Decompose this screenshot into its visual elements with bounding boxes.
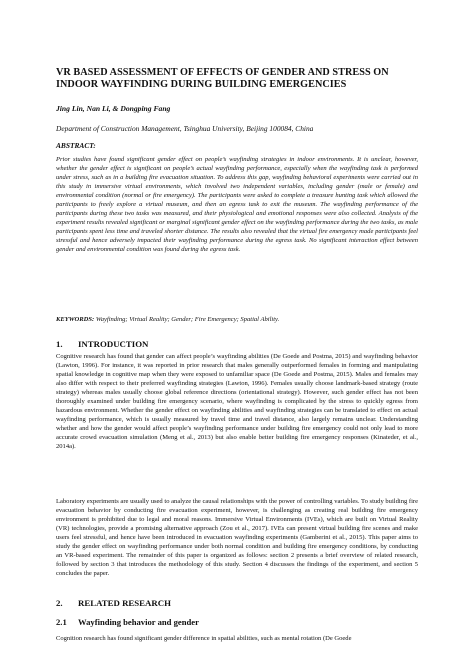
subsection-heading-wayfinding-gender — [56, 617, 199, 627]
keywords-text: Wayfinding; Virtual Reality; Gender; Fire Emergency; Spatial Ability. — [95, 316, 280, 323]
section-heading-related-research — [56, 598, 171, 608]
subsection-number: 2.1 — [56, 617, 67, 627]
abstract-text: Prior studies have found significant gender effect on people’s wayfinding strategies in indoor environments. It is unclear, however, whether the gender effect is significant on people’s actual wayfinding performance, especially when the wayfinding task is performed under stress, such as in a building fire evacuation situation. To address this gap, wayfinding behavioral experiments were carried out in this study in immersive virtual environments, which involved two independent variables, including gender (male or female) and environmental condition (normal or fire emergency). The participants were asked to complete a treasure hunting task which allowed the participants to freely explore a virtual museum, and then an egress task to exit the museum. The wayfinding performance of the participants during these two tasks was measured, and their physiological and emotional responses were also collected. Analysis of the experiment results revealed significant or marginal significant gender effect on the wayfinding performance during the two tasks, as male participants spent less time and traveled shorter distance. The results also revealed that the virtual fire emergency made participants feel stressful and hence adversely impacted their wayfinding performance during the egress task. No significant interaction effect between gender and environmental condition was found during the egress task. — [56, 156, 418, 254]
section-heading-introduction — [56, 339, 148, 349]
paper-authors: Jing Lin, Nan Li, & Dongping Fang — [56, 104, 171, 113]
related-research-paragraph-1: Cognition research has found significant gender difference in spatial abilities, such as mental rotation (De Goede — [56, 635, 352, 642]
intro-paragraph-2: Laboratory experiments are usually used to analyze the causal relationships with the power of controlling variables. To study building fire evacuation behavior by conducting fire evacuation experiment, however, is challenging as creating real building fire emergency environment is prohibited due to legal and moral reasons. Immersive Virtual Environments (IVEs), which are built on Virtual Reality (VR) technologies, provide a promising alternative approach (Zou et al., 2017). IVEs can present virtual building fire scenes and make users feel stressful, and hence have been introduced in evacuation wayfinding experiments (Gamberini et al., 2015). This paper aims to study the gender effect on wayfinding performance under both normal condition and building fire emergency conditions, by conducting an VR-based experiment. The remainder of this paper is organized as follows: section 2 presents a brief overview of related research, followed by section 3 that introduces the methodology of this study. Section 4 discusses the findings of the experiment, and section 5 concludes the paper. — [56, 498, 418, 578]
section-number: 2. — [56, 598, 63, 608]
section-number: 1. — [56, 339, 63, 349]
keywords-line — [56, 316, 418, 323]
section-title: RELATED RESEARCH — [78, 598, 171, 608]
subsection-title: Wayfinding behavior and gender — [78, 617, 199, 627]
keywords-label: KEYWORDS: — [56, 316, 95, 323]
abstract-heading: ABSTRACT: — [56, 141, 96, 150]
paper-affiliation: Department of Construction Management, Tsinghua University, Beijing 100084, China — [56, 124, 314, 133]
intro-paragraph-1: Cognitive research has found that gender can affect people’s wayfinding abilities (De Goede and Postma, 2015) and wayfinding behavior (Lawton, 1996). For instance, it was reported in prior research that males generally outperformed females in forming and manipulating spatial knowledge in cognitive map when they were exposed to unfamiliar space (De Goede and Postma, 2015). Males and females may also differ with respect to their preferred wayfinding strategies (Lawton, 1996). Females usually choose landmark-based strategy (route strategy) whereas males usually choose global reference directions (orientational strategy). However, such gender effect has not been thoroughly examined under building fire emergency scenario, where wayfinding is complicated by the stress to quickly egress from hazardous environment. Whether the gender effect on wayfinding abilities and wayfinding strategies can be translated to effect on actual wayfinding performance, which is usually measured by travel time and travel distance, also largely remains unclear. Understanding whether and how the gender would affect people’s wayfinding performance under building fire emergency could not only lead to more accurate crowd evacuation simulation (Meng et al., 2013) but also enable better building fire emergency responses (Kinateder, et al., 2014a). — [56, 353, 418, 451]
paper-title: VR BASED ASSESSMENT OF EFFECTS OF GENDER AND STRESS ON INDOOR WAYFINDING DURING BUILDING EMERGENCIES — [56, 67, 389, 90]
section-title: INTRODUCTION — [78, 339, 149, 349]
